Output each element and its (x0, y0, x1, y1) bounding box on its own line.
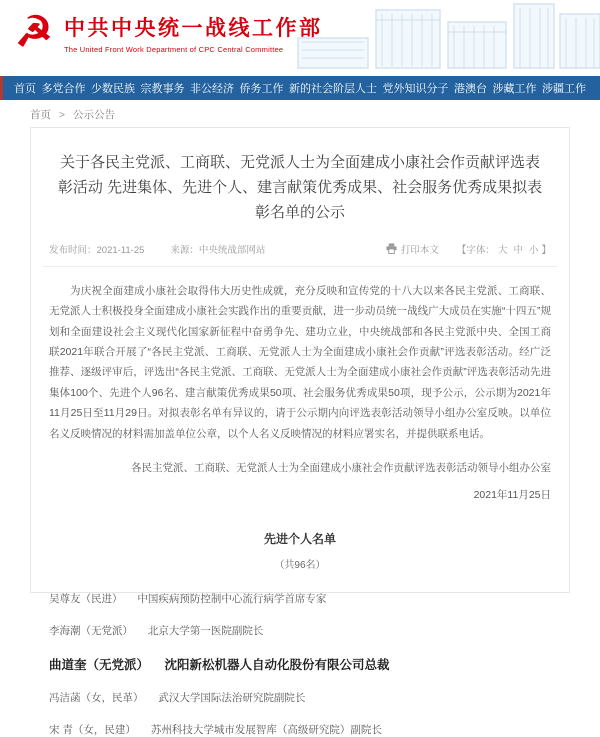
source-label: 来源： (170, 244, 199, 256)
publish-time (49, 242, 144, 256)
print-button[interactable] (386, 242, 439, 256)
nav-item-religious-affairs[interactable]: 宗教事务 (140, 83, 185, 95)
site-logo[interactable] (8, 4, 323, 60)
list-item (49, 722, 551, 737)
signature-org: 各民主党派、工商联、无党派人士为全面建成小康社会作贡献评选表彰活动领导小组办公室 (131, 462, 551, 475)
printer-icon (386, 243, 397, 254)
breadcrumb-separator: > (58, 109, 66, 121)
article-meta-bar (43, 242, 557, 267)
section-title: 先进个人名单 (263, 532, 336, 547)
person-desc: 北京大学第一医院副院长 (147, 625, 264, 638)
building-illustration (290, 0, 600, 68)
person-desc: 苏州科技大学城市发展智库（高级研究院）副院长 (150, 724, 382, 737)
font-sizer-prefix: 【字体： (456, 244, 495, 256)
nav-item-home[interactable]: 首页 (14, 83, 36, 95)
site-subtitle: The United Front Work Department of CPC Central Committee (64, 44, 284, 54)
person-desc: 武汉大学国际法治研究院副院长 (158, 692, 306, 705)
person-desc: 沈阳新松机器人自动化股份有限公司总裁 (164, 658, 390, 673)
signature-date: 2021年11月25日 (473, 489, 551, 502)
list-item-highlighted (49, 655, 551, 673)
person-name: 吴尊友（民进） (49, 593, 123, 606)
person-desc: 中国疾病预防控制中心流行病学首席专家 (137, 593, 327, 606)
breadcrumb-current[interactable]: 公示公告 (72, 109, 115, 121)
nav-item-tibet-work[interactable]: 涉藏工作 (492, 83, 537, 95)
source-value: 中央统战部网站 (198, 244, 266, 256)
nav-item-multi-party-cooperation[interactable]: 多党合作 (41, 83, 86, 95)
person-name: 曲道奎（无党派） (49, 658, 150, 673)
print-label: 打印本文 (400, 244, 439, 256)
nav-item-non-public-economy[interactable]: 非公经济 (190, 83, 234, 95)
hammer-and-sickle-icon: ☭ (15, 8, 53, 55)
signature-block (43, 460, 557, 502)
main-nav (0, 76, 600, 100)
person-list (49, 591, 551, 737)
article-paragraph: 为庆祝全面建成小康社会取得伟大历史性成就，充分反映和宣传党的十八大以来各民主党派、工商联、无党派人士积极投身全面建成小康社会实践作出的重要贡献，进一步动员统一战线广大成员在实施“十四五”规划和全面建设社会主义现代化国家新征程中奋勇争先、建功立业，中央统战部和各民主党派中央、全国工商联2021年联合开展了“各民主党派、工商联、无党派人士为全面建成小康社会作贡献”评选表彰活动。经广泛推荐、逐级评审后，评选出“各民主党派、工商联、无党派人士为全面建成小康社会作贡献”评选表彰活动先进集体100个、先进个人96名、建言献策优秀成果50项、社会服务优秀成果50项，现予公示，公示期为2021年11月25日至11月29日。对拟表彰名单有异议的，请于公示期内向评选表彰活动领导小组办公室反映。以单位名义反映情况的材料需加盖单位公章，以个人名义反映情况的材料应署实名，并提供联系电话。 (49, 284, 551, 440)
publish-time-label: 发布时间： (49, 244, 97, 256)
publish-time-value: 2021-11-25 (96, 244, 145, 256)
article-container (30, 127, 570, 737)
nav-item-hk-macao-taiwan[interactable]: 港澳台 (454, 83, 487, 95)
breadcrumb (30, 107, 570, 122)
list-item (49, 591, 551, 606)
breadcrumb-home[interactable]: 首页 (30, 109, 51, 121)
section-count: （共96名） (274, 560, 326, 572)
person-name: 李海潮（无党派） (49, 625, 133, 638)
article-title: 关于各民主党派、工商联、无党派人士为全面建成小康社会作贡献评选表彰活动 先进集体、先进个人、建言献策优秀成果、社会服务优秀成果拟表彰名单的公示 (57, 154, 543, 222)
person-name: 宋 青（女，民建） (49, 724, 136, 737)
font-size-large[interactable]: 大 (497, 244, 508, 256)
site-title: 中共中央统一战线工作部 (64, 16, 323, 40)
nav-item-non-party-intellectuals[interactable]: 党外知识分子 (382, 83, 449, 95)
site-header (0, 0, 600, 68)
font-size-small[interactable]: 小 (528, 244, 539, 256)
list-item (49, 623, 551, 638)
font-size-selector (457, 242, 551, 256)
font-size-medium[interactable]: 中 (513, 244, 523, 256)
nav-item-ethnic-minorities[interactable]: 少数民族 (91, 83, 135, 95)
list-item (49, 690, 551, 705)
source (170, 242, 265, 256)
person-name: 冯洁菡（女，民革） (49, 692, 144, 705)
font-sizer-suffix: 】 (541, 244, 551, 256)
nav-left-accent (0, 76, 3, 100)
nav-item-new-social-strata[interactable]: 新的社会阶层人士 (289, 83, 377, 95)
nav-item-overseas-chinese-affairs[interactable]: 侨务工作 (239, 83, 284, 95)
nav-item-xinjiang-work[interactable]: 涉疆工作 (542, 83, 586, 95)
